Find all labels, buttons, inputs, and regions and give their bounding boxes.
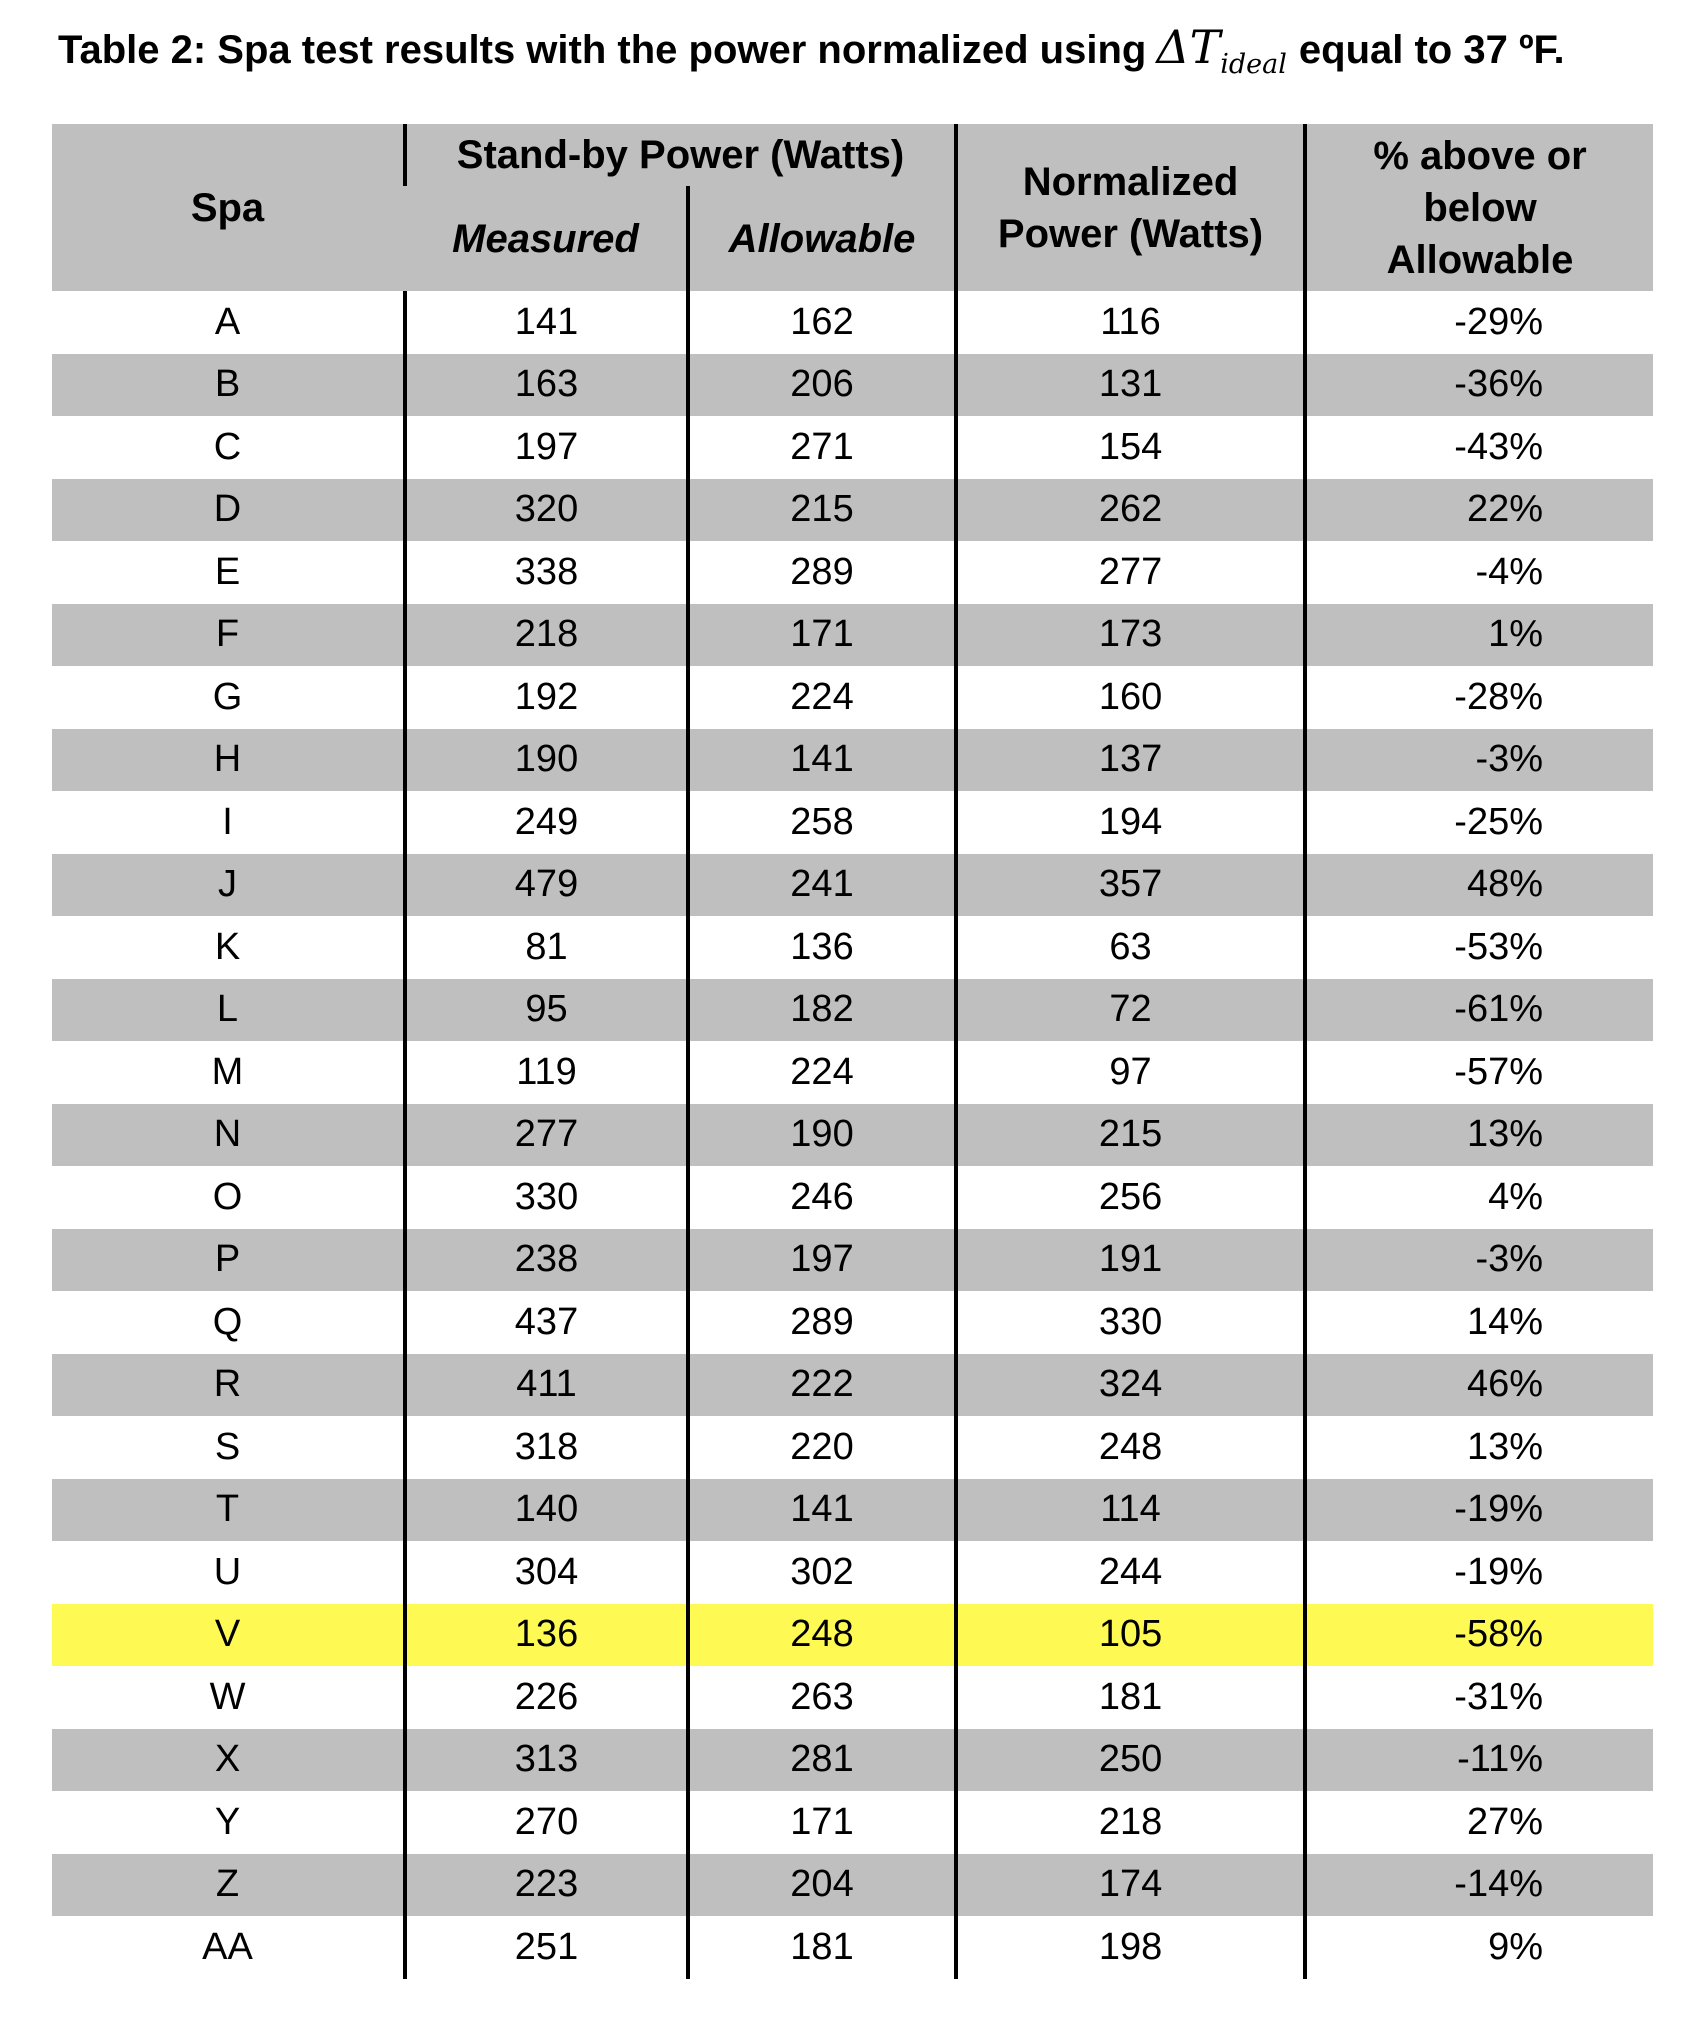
cell-allowable-power: 281 bbox=[688, 1729, 956, 1792]
cell-normalized-power: 194 bbox=[956, 791, 1305, 854]
cell-spa-label: H bbox=[52, 729, 405, 792]
cell-allowable-power: 171 bbox=[688, 1791, 956, 1854]
table-row bbox=[52, 666, 1653, 729]
table-row bbox=[52, 1354, 1653, 1417]
cell-normalized-power: 191 bbox=[956, 1229, 1305, 1292]
cell-normalized-power: 215 bbox=[956, 1104, 1305, 1167]
cell-allowable-power: 171 bbox=[688, 604, 956, 667]
cell-allowable-power: 258 bbox=[688, 791, 956, 854]
cell-spa-label: A bbox=[52, 291, 405, 354]
cell-spa-label: R bbox=[52, 1354, 405, 1417]
cell-allowable-power: 263 bbox=[688, 1666, 956, 1729]
cell-percent-above-below: -36% bbox=[1305, 354, 1653, 417]
cell-spa-label: B bbox=[52, 354, 405, 417]
column-header-standby-power-group: Stand-by Power (Watts) bbox=[405, 124, 956, 186]
cell-normalized-power: 198 bbox=[956, 1916, 1305, 1979]
cell-spa-label: K bbox=[52, 916, 405, 979]
cell-normalized-power: 262 bbox=[956, 479, 1305, 542]
cell-measured-power: 238 bbox=[405, 1229, 688, 1292]
cell-allowable-power: 215 bbox=[688, 479, 956, 542]
cell-percent-above-below: -57% bbox=[1305, 1041, 1653, 1104]
cell-measured-power: 163 bbox=[405, 354, 688, 417]
cell-normalized-power: 256 bbox=[956, 1166, 1305, 1229]
cell-allowable-power: 241 bbox=[688, 854, 956, 917]
cell-measured-power: 197 bbox=[405, 416, 688, 479]
cell-measured-power: 141 bbox=[405, 291, 688, 354]
caption-text-suffix: equal to 37 ºF. bbox=[1298, 28, 1565, 72]
cell-percent-above-below: -3% bbox=[1305, 1229, 1653, 1292]
cell-measured-power: 95 bbox=[405, 979, 688, 1042]
cell-percent-above-below: -3% bbox=[1305, 729, 1653, 792]
cell-allowable-power: 182 bbox=[688, 979, 956, 1042]
cell-measured-power: 190 bbox=[405, 729, 688, 792]
cell-allowable-power: 248 bbox=[688, 1604, 956, 1667]
cell-measured-power: 479 bbox=[405, 854, 688, 917]
column-header-measured: Measured bbox=[405, 186, 688, 291]
cell-percent-above-below: 48% bbox=[1305, 854, 1653, 917]
cell-percent-above-below: 22% bbox=[1305, 479, 1653, 542]
table-row bbox=[52, 291, 1653, 354]
table-row bbox=[52, 479, 1653, 542]
table-row bbox=[52, 1104, 1653, 1167]
caption-math-delta-t-ideal bbox=[1156, 20, 1287, 81]
column-header-normalized-power: Normalized Power (Watts) bbox=[956, 124, 1305, 291]
cell-normalized-power: 250 bbox=[956, 1729, 1305, 1792]
cell-measured-power: 119 bbox=[405, 1041, 688, 1104]
cell-allowable-power: 162 bbox=[688, 291, 956, 354]
cell-measured-power: 313 bbox=[405, 1729, 688, 1792]
cell-percent-above-below: 27% bbox=[1305, 1791, 1653, 1854]
cell-percent-above-below: 14% bbox=[1305, 1291, 1653, 1354]
cell-measured-power: 136 bbox=[405, 1604, 688, 1667]
table-header bbox=[52, 124, 1653, 291]
table-row bbox=[52, 979, 1653, 1042]
cell-measured-power: 226 bbox=[405, 1666, 688, 1729]
cell-allowable-power: 271 bbox=[688, 416, 956, 479]
cell-measured-power: 304 bbox=[405, 1541, 688, 1604]
cell-spa-label: V bbox=[52, 1604, 405, 1667]
cell-percent-above-below: -28% bbox=[1305, 666, 1653, 729]
cell-percent-above-below: 13% bbox=[1305, 1416, 1653, 1479]
cell-allowable-power: 289 bbox=[688, 1291, 956, 1354]
cell-spa-label: P bbox=[52, 1229, 405, 1292]
cell-spa-label: Y bbox=[52, 1791, 405, 1854]
cell-percent-above-below: -25% bbox=[1305, 791, 1653, 854]
cell-spa-label: M bbox=[52, 1041, 405, 1104]
cell-normalized-power: 218 bbox=[956, 1791, 1305, 1854]
cell-allowable-power: 246 bbox=[688, 1166, 956, 1229]
cell-percent-above-below: -31% bbox=[1305, 1666, 1653, 1729]
cell-percent-above-below: 1% bbox=[1305, 604, 1653, 667]
caption-math-subscript: ideal bbox=[1220, 49, 1287, 81]
cell-spa-label: J bbox=[52, 854, 405, 917]
cell-normalized-power: 181 bbox=[956, 1666, 1305, 1729]
cell-normalized-power: 248 bbox=[956, 1416, 1305, 1479]
cell-percent-above-below: -53% bbox=[1305, 916, 1653, 979]
cell-measured-power: 223 bbox=[405, 1854, 688, 1917]
table-row bbox=[52, 1729, 1653, 1792]
cell-spa-label: W bbox=[52, 1666, 405, 1729]
cell-normalized-power: 357 bbox=[956, 854, 1305, 917]
cell-spa-label: I bbox=[52, 791, 405, 854]
table-row bbox=[52, 1416, 1653, 1479]
cell-normalized-power: 154 bbox=[956, 416, 1305, 479]
table-caption bbox=[58, 20, 1700, 80]
cell-normalized-power: 97 bbox=[956, 1041, 1305, 1104]
table-row bbox=[52, 854, 1653, 917]
cell-measured-power: 192 bbox=[405, 666, 688, 729]
table-row bbox=[52, 1479, 1653, 1542]
cell-measured-power: 140 bbox=[405, 1479, 688, 1542]
cell-percent-above-below: 13% bbox=[1305, 1104, 1653, 1167]
cell-normalized-power: 160 bbox=[956, 666, 1305, 729]
cell-measured-power: 411 bbox=[405, 1354, 688, 1417]
cell-percent-above-below: -29% bbox=[1305, 291, 1653, 354]
cell-spa-label: T bbox=[52, 1479, 405, 1542]
cell-normalized-power: 173 bbox=[956, 604, 1305, 667]
cell-measured-power: 251 bbox=[405, 1916, 688, 1979]
cell-spa-label: AA bbox=[52, 1916, 405, 1979]
cell-normalized-power: 137 bbox=[956, 729, 1305, 792]
cell-percent-above-below: -61% bbox=[1305, 979, 1653, 1042]
cell-normalized-power: 116 bbox=[956, 291, 1305, 354]
column-header-spa: Spa bbox=[52, 124, 405, 291]
cell-percent-above-below: 9% bbox=[1305, 1916, 1653, 1979]
cell-spa-label: O bbox=[52, 1166, 405, 1229]
table-row bbox=[52, 1666, 1653, 1729]
caption-math-delta-t: ΔT bbox=[1156, 20, 1221, 74]
table-row bbox=[52, 1791, 1653, 1854]
cell-allowable-power: 181 bbox=[688, 1916, 956, 1979]
cell-percent-above-below: 4% bbox=[1305, 1166, 1653, 1229]
cell-measured-power: 437 bbox=[405, 1291, 688, 1354]
cell-spa-label: E bbox=[52, 541, 405, 604]
cell-allowable-power: 220 bbox=[688, 1416, 956, 1479]
cell-spa-label: X bbox=[52, 1729, 405, 1792]
cell-allowable-power: 224 bbox=[688, 666, 956, 729]
cell-normalized-power: 277 bbox=[956, 541, 1305, 604]
cell-allowable-power: 190 bbox=[688, 1104, 956, 1167]
header-row-top bbox=[52, 124, 1653, 186]
cell-percent-above-below: -14% bbox=[1305, 1854, 1653, 1917]
cell-normalized-power: 114 bbox=[956, 1479, 1305, 1542]
cell-normalized-power: 131 bbox=[956, 354, 1305, 417]
cell-percent-above-below: 46% bbox=[1305, 1354, 1653, 1417]
table-row bbox=[52, 729, 1653, 792]
cell-measured-power: 338 bbox=[405, 541, 688, 604]
table-row bbox=[52, 1166, 1653, 1229]
caption-text-prefix: Table 2: Spa test results with the power normalized using bbox=[58, 28, 1147, 72]
cell-normalized-power: 72 bbox=[956, 979, 1305, 1042]
cell-percent-above-below: -58% bbox=[1305, 1604, 1653, 1667]
cell-measured-power: 270 bbox=[405, 1791, 688, 1854]
table-row bbox=[52, 416, 1653, 479]
table-row bbox=[52, 1604, 1653, 1667]
cell-percent-above-below: -11% bbox=[1305, 1729, 1653, 1792]
cell-normalized-power: 63 bbox=[956, 916, 1305, 979]
cell-normalized-power: 324 bbox=[956, 1354, 1305, 1417]
cell-allowable-power: 302 bbox=[688, 1541, 956, 1604]
table-row bbox=[52, 916, 1653, 979]
cell-spa-label: Q bbox=[52, 1291, 405, 1354]
cell-percent-above-below: -19% bbox=[1305, 1479, 1653, 1542]
cell-spa-label: U bbox=[52, 1541, 405, 1604]
cell-measured-power: 330 bbox=[405, 1166, 688, 1229]
cell-allowable-power: 222 bbox=[688, 1354, 956, 1417]
table-row bbox=[52, 1916, 1653, 1979]
cell-allowable-power: 197 bbox=[688, 1229, 956, 1292]
cell-measured-power: 249 bbox=[405, 791, 688, 854]
cell-percent-above-below: -4% bbox=[1305, 541, 1653, 604]
table-row bbox=[52, 1854, 1653, 1917]
table-body bbox=[52, 291, 1653, 1979]
column-header-allowable: Allowable bbox=[688, 186, 956, 291]
table-row bbox=[52, 541, 1653, 604]
cell-normalized-power: 105 bbox=[956, 1604, 1305, 1667]
cell-allowable-power: 204 bbox=[688, 1854, 956, 1917]
cell-percent-above-below: -43% bbox=[1305, 416, 1653, 479]
cell-spa-label: Z bbox=[52, 1854, 405, 1917]
cell-normalized-power: 174 bbox=[956, 1854, 1305, 1917]
table-row bbox=[52, 1041, 1653, 1104]
table-row bbox=[52, 1291, 1653, 1354]
cell-normalized-power: 330 bbox=[956, 1291, 1305, 1354]
cell-allowable-power: 224 bbox=[688, 1041, 956, 1104]
table-row bbox=[52, 354, 1653, 417]
cell-measured-power: 318 bbox=[405, 1416, 688, 1479]
cell-spa-label: G bbox=[52, 666, 405, 729]
table-row bbox=[52, 1229, 1653, 1292]
column-header-percent-above-below-allowable: % above or below Allowable bbox=[1305, 124, 1653, 291]
cell-allowable-power: 289 bbox=[688, 541, 956, 604]
cell-allowable-power: 141 bbox=[688, 1479, 956, 1542]
cell-spa-label: L bbox=[52, 979, 405, 1042]
cell-spa-label: F bbox=[52, 604, 405, 667]
cell-spa-label: D bbox=[52, 479, 405, 542]
table-row bbox=[52, 791, 1653, 854]
cell-allowable-power: 206 bbox=[688, 354, 956, 417]
cell-allowable-power: 136 bbox=[688, 916, 956, 979]
cell-measured-power: 218 bbox=[405, 604, 688, 667]
spa-test-results-table bbox=[52, 124, 1653, 1979]
cell-normalized-power: 244 bbox=[956, 1541, 1305, 1604]
cell-allowable-power: 141 bbox=[688, 729, 956, 792]
cell-percent-above-below: -19% bbox=[1305, 1541, 1653, 1604]
table-row bbox=[52, 604, 1653, 667]
cell-measured-power: 81 bbox=[405, 916, 688, 979]
cell-spa-label: N bbox=[52, 1104, 405, 1167]
cell-measured-power: 320 bbox=[405, 479, 688, 542]
cell-measured-power: 277 bbox=[405, 1104, 688, 1167]
cell-spa-label: C bbox=[52, 416, 405, 479]
table-row bbox=[52, 1541, 1653, 1604]
cell-spa-label: S bbox=[52, 1416, 405, 1479]
